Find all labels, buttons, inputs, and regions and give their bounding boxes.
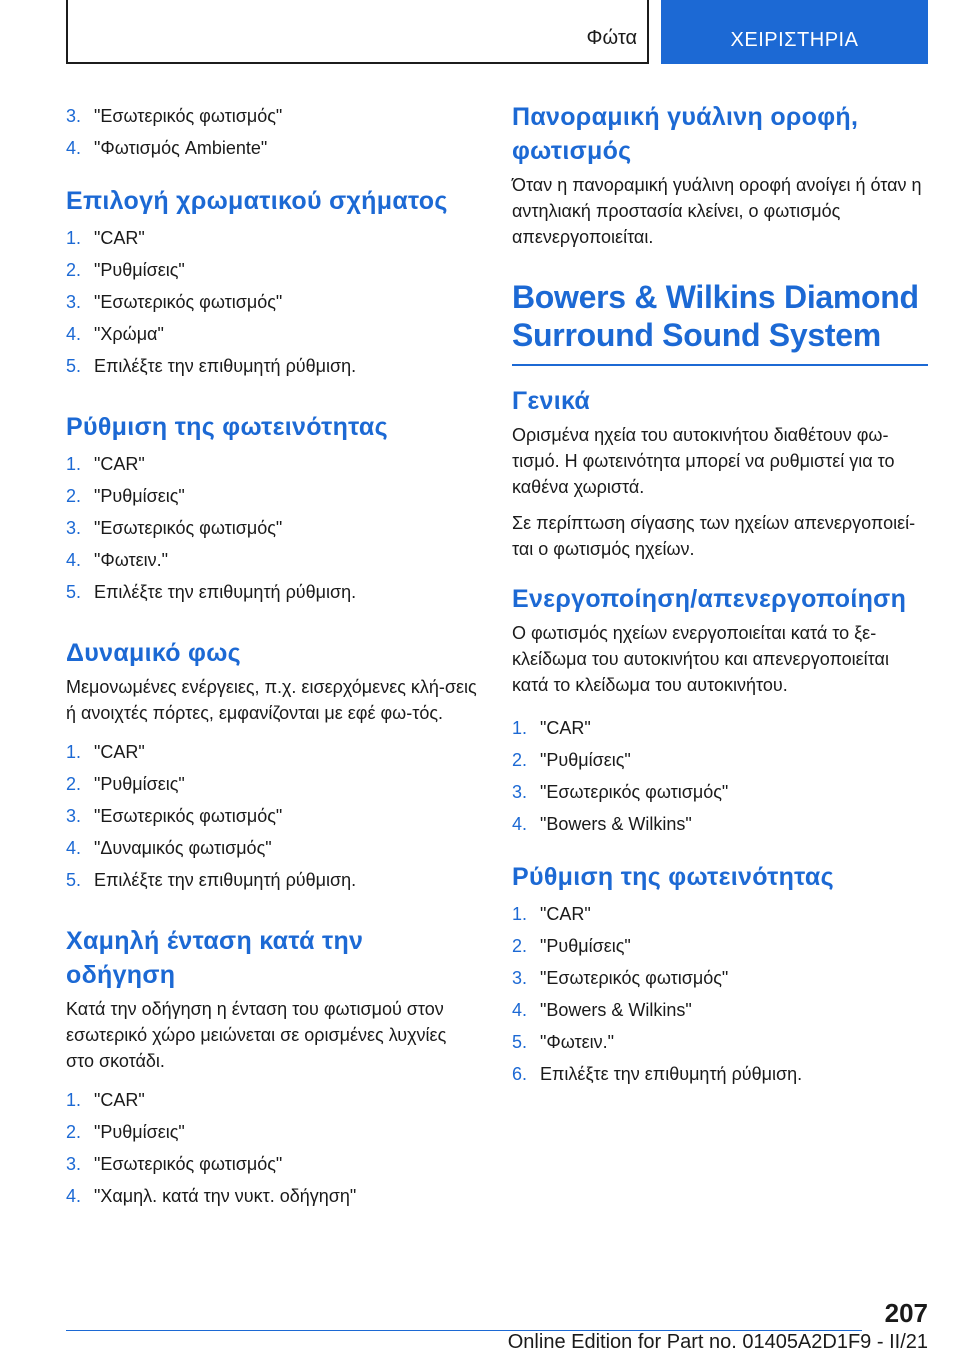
speaker-brightness-steps xyxy=(512,898,928,1090)
dynamic-light-steps xyxy=(66,736,478,896)
step-number: 3. xyxy=(512,782,528,802)
general-heading: Γενικά xyxy=(512,387,591,415)
list-item xyxy=(66,1148,478,1180)
step-number: 4. xyxy=(512,814,528,834)
step-text: "CAR" xyxy=(94,228,145,248)
header-section-title: Φώτα xyxy=(586,27,637,49)
step-number: 5. xyxy=(66,356,82,376)
intro-steps xyxy=(66,100,478,164)
list-item xyxy=(512,962,928,994)
step-number: 6. xyxy=(512,1064,528,1084)
step-number: 3. xyxy=(66,1154,82,1174)
list-item xyxy=(66,318,478,350)
step-text: "Φωτισμός Ambiente" xyxy=(94,138,268,158)
list-item xyxy=(66,480,478,512)
brightness-steps xyxy=(66,448,478,608)
step-number: 4. xyxy=(66,838,82,858)
header-section-box xyxy=(66,0,649,64)
list-item xyxy=(66,1180,478,1212)
step-text: "Εσωτερικός φωτισμός" xyxy=(94,106,283,126)
list-item xyxy=(66,350,478,382)
dynamic-light-heading: Δυναμικό φως xyxy=(66,639,241,667)
step-text: "Ρυθμίσεις" xyxy=(94,1122,185,1142)
step-number: 2. xyxy=(66,774,82,794)
list-item xyxy=(512,898,928,930)
step-text: "Ρυθμίσεις" xyxy=(540,750,631,770)
step-text: "CAR" xyxy=(540,718,591,738)
step-text: "Εσωτερικός φωτισμός" xyxy=(94,1154,283,1174)
step-text: "Ρυθμίσεις" xyxy=(94,260,185,280)
step-number: 3. xyxy=(512,968,528,988)
step-text: Επιλέξτε την επιθυμητή ρύθμιση. xyxy=(94,582,357,602)
step-number: 1. xyxy=(66,454,82,474)
list-item xyxy=(66,800,478,832)
step-number: 1. xyxy=(512,718,528,738)
page-header xyxy=(66,0,928,64)
left-column xyxy=(66,100,478,1212)
list-item xyxy=(512,930,928,962)
list-item xyxy=(66,736,478,768)
step-number: 5. xyxy=(66,870,82,890)
bw-chapter-title-line1: Bowers & Wilkins Diamond xyxy=(512,279,919,315)
low-intensity-steps xyxy=(66,1084,478,1212)
step-text: "Χαμηλ. κατά την νυκτ. οδήγηση" xyxy=(94,1186,357,1206)
step-number: 3. xyxy=(66,106,82,126)
list-item xyxy=(66,448,478,480)
step-text: "CAR" xyxy=(540,904,591,924)
panorama-text: Όταν η πανοραμική γυάλινη οροφή ανοίγει ή όταν η αντηλιακή προστασία κλείνει, ο φωτισμός απενεργοποιείται. xyxy=(512,175,922,247)
step-text: "Εσωτερικός φωτισμός" xyxy=(94,292,283,312)
list-item xyxy=(512,712,928,744)
step-number: 4. xyxy=(66,138,82,158)
list-item xyxy=(66,254,478,286)
step-text: "Bowers & Wilkins" xyxy=(540,1000,692,1020)
speaker-brightness-heading: Ρύθμιση της φωτεινότητας xyxy=(512,863,834,891)
step-number: 2. xyxy=(66,1122,82,1142)
step-text: "Ρυθμίσεις" xyxy=(540,936,631,956)
step-number: 5. xyxy=(512,1032,528,1052)
step-text: "Εσωτερικός φωτισμός" xyxy=(540,968,729,988)
step-text: "Ρυθμίσεις" xyxy=(94,486,185,506)
step-number: 1. xyxy=(512,904,528,924)
list-item xyxy=(66,286,478,318)
step-text: "CAR" xyxy=(94,454,145,474)
step-text: "Φωτειν." xyxy=(540,1032,615,1052)
step-text: Επιλέξτε την επιθυμητή ρύθμιση. xyxy=(94,356,357,376)
low-intensity-text: Κατά την οδήγηση η ένταση του φωτισμού στον εσωτερικό χώρο μειώνεται σε ορισμένες λυχνίες στο σκοτάδι. xyxy=(66,999,447,1071)
step-text: "Εσωτερικός φωτισμός" xyxy=(540,782,729,802)
step-number: 2. xyxy=(66,260,82,280)
step-number: 3. xyxy=(66,806,82,826)
step-number: 4. xyxy=(66,550,82,570)
edition-note: Online Edition for Part no. 01405A2D1F9 - II/21 xyxy=(507,1331,928,1353)
onoff-steps xyxy=(512,712,928,840)
header-chapter-tab: ΧΕΙΡΙΣΤΗΡΙΑ xyxy=(661,0,928,64)
list-item xyxy=(66,222,478,254)
list-item xyxy=(66,512,478,544)
onoff-heading: Ενεργοποίηση/απενεργοποίηση xyxy=(512,585,907,613)
step-number: 4. xyxy=(66,324,82,344)
right-column xyxy=(512,100,928,1090)
onoff-text: Ο φωτισμός ηχείων ενεργοποιείται κατά το ξε-κλείδωμα του αυτοκινήτου και απενεργοποιείται κατά το κλείδωμα του αυτοκινήτου. xyxy=(512,623,889,695)
general-text-1: Ορισμένα ηχεία του αυτοκινήτου διαθέτουν φω-τισμό. Η φωτεινότητα μπορεί να ρυθμιστεί για το καθένα χωριστά. xyxy=(512,425,895,497)
list-item xyxy=(66,100,478,132)
dynamic-light-text: Μεμονωμένες ενέργειες, π.χ. εισερχόμενες κλή-σεις ή ανοιχτές πόρτες, εμφανίζονται με εφέ φω-τός. xyxy=(66,677,477,723)
step-number: 3. xyxy=(66,518,82,538)
low-intensity-heading xyxy=(66,924,478,992)
color-scheme-heading: Επιλογή χρωματικού σχήματος xyxy=(66,187,448,215)
list-item xyxy=(66,1116,478,1148)
brightness-heading: Ρύθμιση της φωτεινότητας xyxy=(66,413,388,441)
panorama-heading-line1: Πανοραμική γυάλινη οροφή, xyxy=(512,103,859,131)
list-item xyxy=(66,864,478,896)
list-item xyxy=(512,1058,928,1090)
color-scheme-steps xyxy=(66,222,478,382)
step-number: 4. xyxy=(512,1000,528,1020)
step-text: "Bowers & Wilkins" xyxy=(540,814,692,834)
bw-chapter-title-line2: Surround Sound System xyxy=(512,317,881,353)
step-number: 4. xyxy=(66,1186,82,1206)
low-intensity-heading-line1: Χαμηλή ένταση κατά την xyxy=(66,927,364,955)
step-number: 2. xyxy=(512,936,528,956)
step-number: 5. xyxy=(66,582,82,602)
page-number: 207 xyxy=(884,1298,928,1328)
step-number: 2. xyxy=(512,750,528,770)
step-text: "CAR" xyxy=(94,742,145,762)
list-item xyxy=(66,544,478,576)
step-number: 3. xyxy=(66,292,82,312)
step-text: "Φωτειν." xyxy=(94,550,169,570)
general-text-2: Σε περίπτωση σίγασης των ηχείων απενεργοποιεί-ται ο φωτισμός ηχείων. xyxy=(512,513,916,559)
step-text: Επιλέξτε την επιθυμητή ρύθμιση. xyxy=(94,870,357,890)
step-text: "Ρυθμίσεις" xyxy=(94,774,185,794)
step-text: "Δυναμικός φωτισμός" xyxy=(94,838,272,858)
list-item xyxy=(512,776,928,808)
low-intensity-heading-line2: οδήγηση xyxy=(66,961,176,989)
step-text: "Εσωτερικός φωτισμός" xyxy=(94,806,283,826)
bw-chapter-title xyxy=(512,278,928,354)
step-text: "CAR" xyxy=(94,1090,145,1110)
list-item xyxy=(66,768,478,800)
step-number: 1. xyxy=(66,1090,82,1110)
list-item xyxy=(512,994,928,1026)
list-item xyxy=(512,808,928,840)
step-number: 1. xyxy=(66,228,82,248)
step-text: "Χρώμα" xyxy=(94,324,164,344)
list-item xyxy=(66,576,478,608)
list-item xyxy=(66,132,478,164)
list-item xyxy=(66,832,478,864)
step-number: 1. xyxy=(66,742,82,762)
panorama-heading-line2: φωτισμός xyxy=(512,137,632,165)
list-item xyxy=(66,1084,478,1116)
panorama-heading xyxy=(512,100,928,168)
list-item xyxy=(512,1026,928,1058)
step-text: Επιλέξτε την επιθυμητή ρύθμιση. xyxy=(540,1064,803,1084)
list-item xyxy=(512,744,928,776)
step-number: 2. xyxy=(66,486,82,506)
bw-chapter-title-block xyxy=(512,278,928,366)
step-text: "Εσωτερικός φωτισμός" xyxy=(94,518,283,538)
